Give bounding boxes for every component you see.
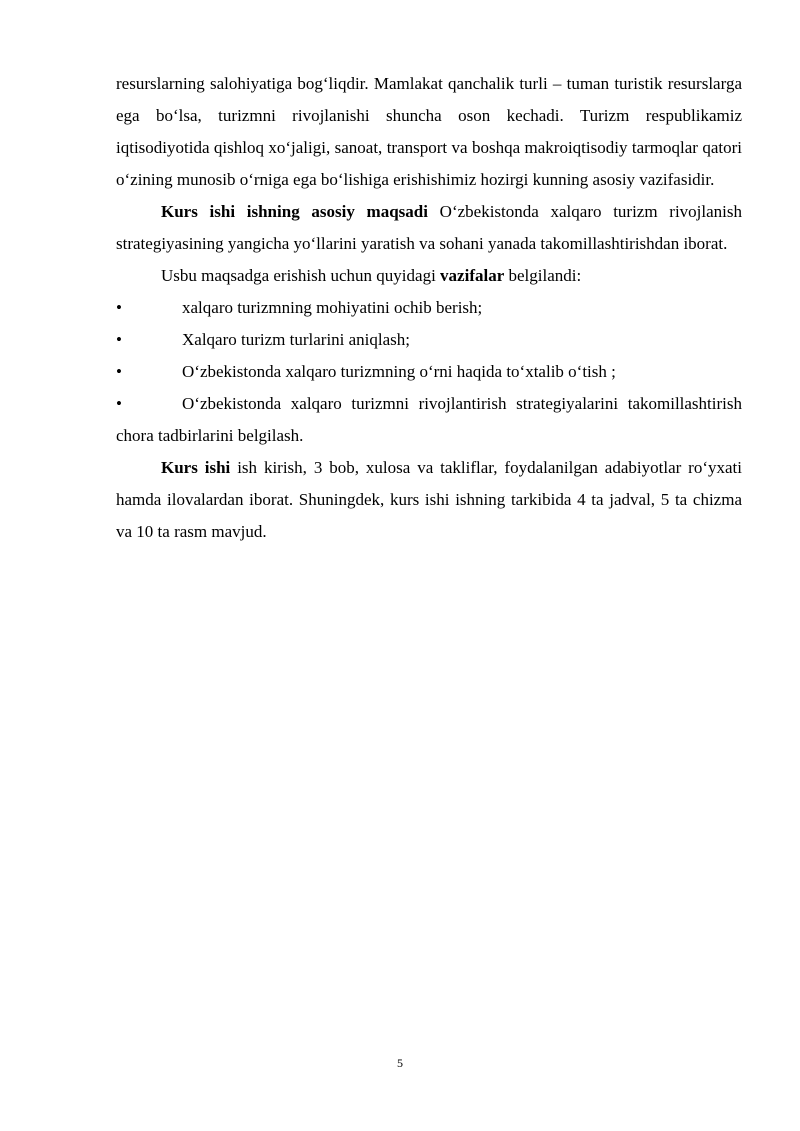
goal-heading: Kurs ishi ishning asosiy maqsadi [161, 202, 428, 221]
paragraph-intro: resurslarning salohiyatiga bog‘liqdir. Mamlakat qanchalik turli – tuman turistik resurslarga ega bo‘lsa, turizmni rivojlanishi shuncha oson kechadi. Turizm respublikamiz iqtisodiyotida qishloq xo‘jaligi, sanoat, transport va boshqa makroiqtisodiy tarmoqlar qatori o‘zining munosib o‘rniga ega bo‘lishiga erishishimiz hozirgi kunning asosiy vazifasidir. [116, 74, 742, 189]
list-item [116, 388, 742, 452]
paragraph-structure [116, 452, 742, 548]
paragraph-goal [116, 196, 742, 260]
list-item-text: xalqaro turizmning mohiyatini ochib berish; [182, 298, 483, 317]
goal-text: O‘zbekistonda xalqaro turizm rivojlanish strategiyasining yangicha yo‘llarini yaratish va sohani yanada takomillashtirishdan iborat. [116, 202, 742, 253]
list-item [116, 356, 742, 388]
list-item [116, 292, 742, 324]
bullet-icon: • [116, 330, 122, 349]
paragraph-tasks [116, 260, 742, 292]
list-item-text: O‘zbekistonda xalqaro turizmni rivojlantirish strategiyalarini takomillashtirish chora tadbirlarini belgilash. [116, 394, 742, 445]
bullet-icon: • [116, 362, 122, 381]
page-number: 5 [397, 1056, 403, 1070]
list-item-text: O‘zbekistonda xalqaro turizmning o‘rni haqida to‘xtalib o‘tish ; [182, 362, 616, 381]
structure-text: ish kirish, 3 bob, xulosa va takliflar, foydalanilgan adabiyotlar ro‘yxati hamda ilovalardan iborat. Shuningdek, kurs ishi ishning tarkibida 4 ta jadval, 5 ta chizma va 10 ta rasm mavjud. [116, 458, 743, 541]
bullet-icon: • [116, 298, 122, 317]
list-item [116, 324, 742, 356]
tasks-suffix: belgilandi: [504, 266, 582, 285]
list-item-text: Xalqaro turizm turlarini aniqlash; [182, 330, 411, 349]
bullet-icon: • [116, 394, 122, 413]
tasks-intro: Usbu maqsadga erishish uchun quyidagi [161, 266, 441, 285]
document-page [116, 68, 742, 548]
tasks-keyword: vazifalar [440, 266, 505, 285]
structure-heading: Kurs ishi [161, 458, 231, 477]
